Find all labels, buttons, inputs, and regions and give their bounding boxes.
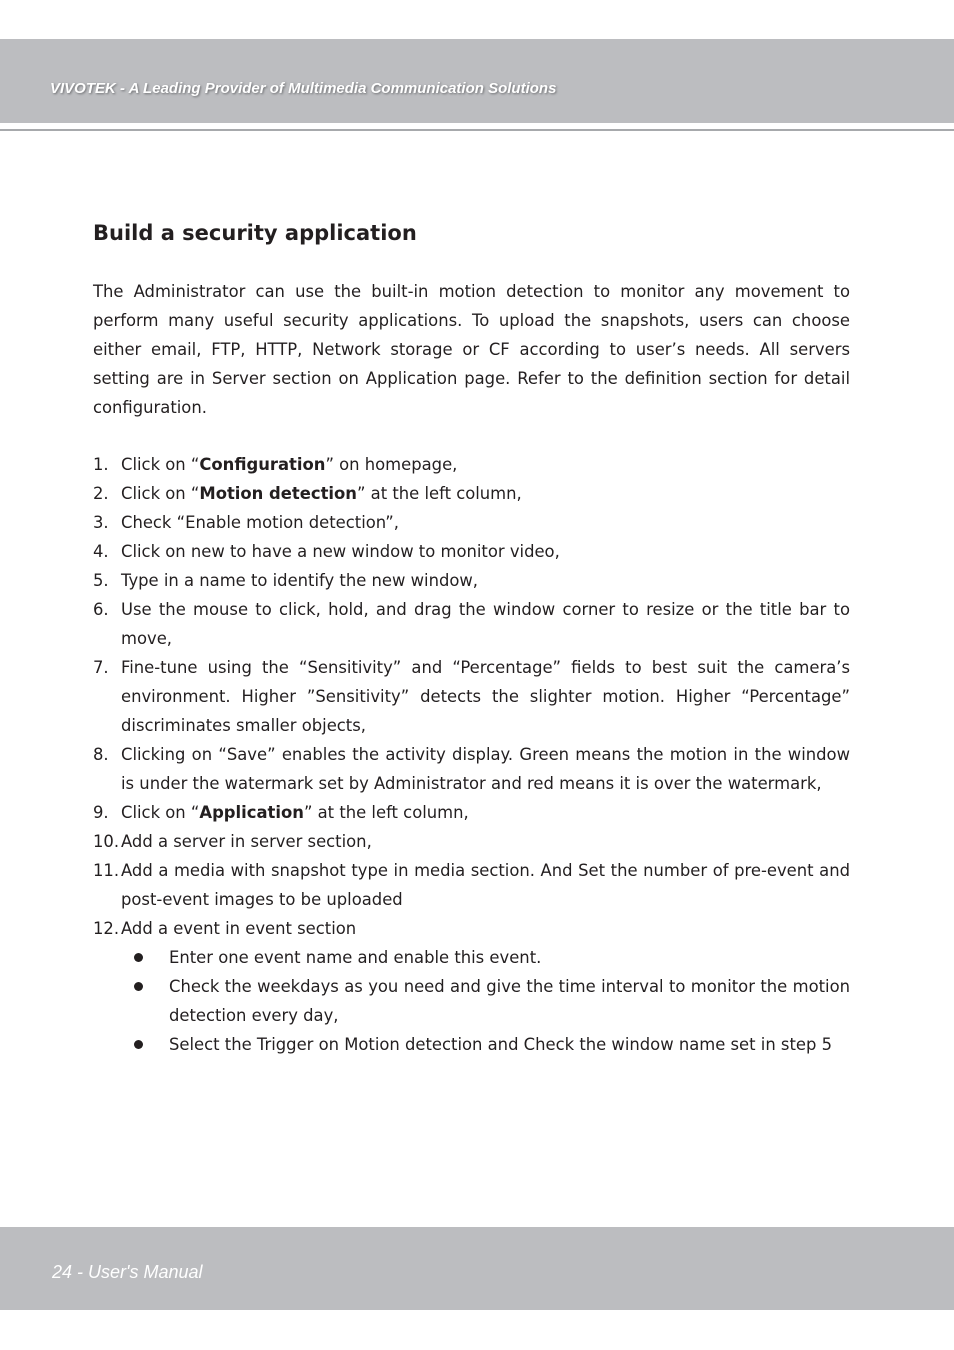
- step-text: Add a event in event section: [121, 919, 357, 938]
- bullet-dot-icon: [134, 953, 143, 962]
- step-text-end: ” at the left column,: [356, 484, 522, 503]
- step-item: [93, 798, 850, 827]
- step-keyword: Application: [199, 803, 304, 822]
- page-number-label: 24 - User's Manual: [52, 1262, 203, 1282]
- bullet-dot-icon: [134, 1040, 143, 1049]
- step-item: [93, 914, 850, 1059]
- step-number: 9.: [93, 803, 109, 822]
- step-text: Add a media with snapshot type in media section. And Set the number of pre-event and post-event images to be uploaded: [121, 861, 850, 909]
- step-text: Fine-tune using the “Sensitivity” and “Percentage” fields to best suit the camera’s environment. Higher ”Sensitivity” detects the slighter motion. Higher “Percentage” discriminates smaller objects,: [121, 658, 850, 735]
- intro-paragraph: The Administrator can use the built-in motion detection to monitor any movement to perform many useful security applications. To upload the snapshots, users can choose either email, FTP, HTTP, Network storage or CF according to user’s needs. All servers setting are in Server section on Application page. Refer to the definition section for detail configuration.: [93, 282, 850, 417]
- step-text: Use the mouse to click, hold, and drag the window corner to resize or the title bar to move,: [121, 600, 850, 648]
- step-number: 4.: [93, 542, 109, 561]
- step-item: [93, 479, 850, 508]
- step-text: Click on “: [121, 803, 200, 822]
- step-text-end: ” at the left column,: [303, 803, 469, 822]
- step-number: 10.: [93, 832, 120, 851]
- step-number: 8.: [93, 745, 109, 764]
- bullet-text: Select the Trigger on Motion detection and Check the window name set in step 5: [169, 1035, 833, 1054]
- step-item: [93, 653, 850, 740]
- step-text: Click on new to have a new window to monitor video,: [121, 542, 560, 561]
- step-text: Click on “: [121, 484, 200, 503]
- step-text: Add a server in server section,: [121, 832, 372, 851]
- step-keyword: Configuration: [199, 455, 326, 474]
- section-title: Build a security application: [93, 221, 417, 245]
- step-number: 2.: [93, 484, 109, 503]
- bullet-text: Check the weekdays as you need and give the time interval to monitor the motion detection every day,: [169, 977, 850, 1025]
- step-number: 11.: [93, 861, 120, 880]
- step-number: 12.: [93, 919, 120, 938]
- header-divider: [0, 129, 954, 131]
- step-item: [93, 450, 850, 479]
- step-keyword: Motion detection: [199, 484, 357, 503]
- step-number: 7.: [93, 658, 109, 677]
- step-text-end: ” on homepage,: [325, 455, 458, 474]
- bullet-text: Enter one event name and enable this event.: [169, 948, 542, 967]
- step-item: [93, 537, 850, 566]
- steps-list: [93, 450, 850, 1059]
- step-text: Check “Enable motion detection”,: [121, 513, 399, 532]
- step-number: 3.: [93, 513, 109, 532]
- step-item: [93, 740, 850, 798]
- step-item: [93, 508, 850, 537]
- step-item: [93, 595, 850, 653]
- event-bullet-list: [93, 943, 850, 1059]
- step-text: Clicking on “Save” enables the activity display. Green means the motion in the window is under the watermark set by Administrator and red means it is over the watermark,: [121, 745, 850, 793]
- header-tagline: VIVOTEK - A Leading Provider of Multimedia Communication Solutions: [50, 80, 557, 97]
- step-text: Type in a name to identify the new window,: [121, 571, 479, 590]
- step-item: [93, 856, 850, 914]
- step-item: [93, 566, 850, 595]
- bullet-item: [93, 943, 850, 972]
- step-number: 1.: [93, 455, 109, 474]
- step-text: Click on “: [121, 455, 200, 474]
- step-number: 5.: [93, 571, 109, 590]
- bullet-dot-icon: [134, 982, 143, 991]
- bullet-item: [93, 1030, 850, 1059]
- step-number: 6.: [93, 600, 109, 619]
- step-item: [93, 827, 850, 856]
- bullet-item: [93, 972, 850, 1030]
